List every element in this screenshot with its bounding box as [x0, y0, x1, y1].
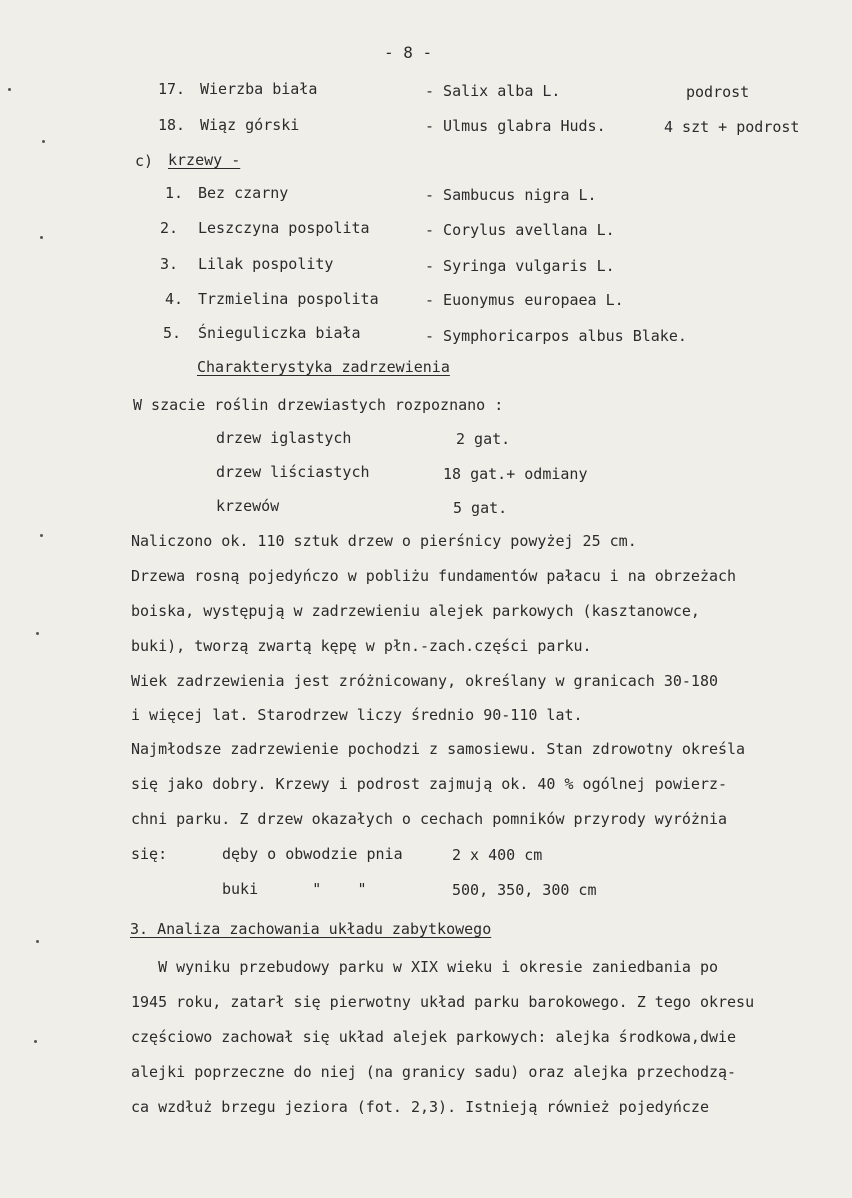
margin-mark	[36, 940, 39, 943]
count-value: 2 gat.	[456, 430, 511, 448]
body-line: buki), tworzą zwartą kępę w płn.-zach.części parku.	[131, 637, 592, 655]
recognized-intro: W szacie roślin drzewiastych rozpoznano :	[133, 396, 504, 414]
shrub-name-pl: Bez czarny	[198, 184, 289, 202]
shrub-number: 2.	[160, 219, 179, 237]
body-line: Najmłodsze zadrzewienie pochodzi z samosiewu. Stan zdrowotny określa	[131, 740, 746, 758]
shrub-name-pl: Lilak pospolity	[198, 255, 334, 273]
monument-value: 500, 350, 300 cm	[452, 881, 597, 899]
shrub-number: 3.	[160, 255, 179, 273]
section3-heading: 3. Analiza zachowania układu zabytkowego	[130, 920, 492, 938]
shrub-number: 1.	[165, 184, 184, 202]
tree-number: 18.	[158, 116, 186, 134]
section3-line: 1945 roku, zatarł się pierwotny układ parku barokowego. Z tego okresu	[131, 993, 755, 1011]
section3-line: ca wzdłuż brzegu jeziora (fot. 2,3). Istnieją również pojedyńcze	[131, 1098, 709, 1116]
shrub-name-latin: - Symphoricarpos albus Blake.	[425, 327, 687, 345]
section3-line: W wyniku przebudowy parku w XIX wieku i okresie zaniedbania po	[131, 958, 718, 976]
margin-mark	[40, 236, 43, 239]
margin-mark	[40, 534, 43, 537]
tree-name-pl: Wierzba biała	[200, 80, 318, 98]
body-line: boiska, występują w zadrzewieniu alejek parkowych (kasztanowce,	[131, 602, 700, 620]
count-value: 5 gat.	[453, 499, 508, 517]
shrub-name-pl: Trzmielina pospolita	[198, 290, 379, 308]
tree-name-latin: - Ulmus glabra Huds.	[425, 117, 606, 135]
tree-name-latin: - Salix alba L.	[425, 82, 561, 100]
body-line: Naliczono ok. 110 sztuk drzew o pierśnicy powyżej 25 cm.	[131, 532, 637, 550]
shrub-name-pl: Śnieguliczka biała	[198, 324, 361, 342]
margin-mark	[8, 88, 11, 91]
shrub-name-latin: - Sambucus nigra L.	[425, 186, 597, 204]
shrub-number: 4.	[165, 290, 184, 308]
characteristics-heading: Charakterystyka zadrzewienia	[197, 358, 450, 376]
count-value: 18 gat.+ odmiany	[443, 465, 588, 483]
monument-value: 2 x 400 cm	[452, 846, 543, 864]
margin-mark	[42, 140, 45, 143]
count-label: krzewów	[216, 497, 280, 515]
tree-number: 17.	[158, 80, 186, 98]
monument-item: buki " "	[222, 880, 367, 898]
shrub-name-latin: - Syringa vulgaris L.	[425, 257, 615, 275]
shrubs-heading: krzewy -	[168, 151, 241, 169]
page-number: - 8 -	[384, 43, 433, 62]
body-line: się jako dobry. Krzewy i podrost zajmują ok. 40 % ogólnej powierz-	[131, 775, 728, 793]
body-line: Wiek zadrzewienia jest zróżnicowany, określany w granicach 30-180	[131, 672, 718, 690]
count-label: drzew iglastych	[216, 429, 352, 447]
shrub-name-latin: - Corylus avellana L.	[425, 221, 615, 239]
body-line: Drzewa rosną pojedyńczo w pobliżu fundamentów pałacu i na obrzeżach	[131, 567, 737, 585]
section3-line: alejki poprzeczne do niej (na granicy sadu) oraz alejka przechodzą-	[131, 1063, 737, 1081]
shrub-name-pl: Leszczyna pospolita	[198, 219, 370, 237]
margin-mark	[36, 632, 39, 635]
monument-item: dęby o obwodzie pnia	[222, 845, 403, 863]
shrub-name-latin: - Euonymus europaea L.	[425, 291, 624, 309]
shrub-number: 5.	[163, 324, 182, 342]
body-line: i więcej lat. Starodrzew liczy średnio 90-110 lat.	[131, 706, 583, 724]
tree-note: 4 szt + podrost	[664, 118, 800, 136]
section3-line: częściowo zachował się układ alejek parkowych: alejka środkowa,dwie	[131, 1028, 737, 1046]
body-line: chni parku. Z drzew okazałych o cechach pomników przyrody wyróżnia	[131, 810, 728, 828]
tree-name-pl: Wiąz górski	[200, 116, 300, 134]
shrubs-prefix: c)	[135, 152, 154, 170]
count-label: drzew liściastych	[216, 463, 370, 481]
tree-note: podrost	[686, 83, 750, 101]
margin-mark	[34, 1040, 37, 1043]
monuments-lead: się:	[131, 845, 168, 863]
